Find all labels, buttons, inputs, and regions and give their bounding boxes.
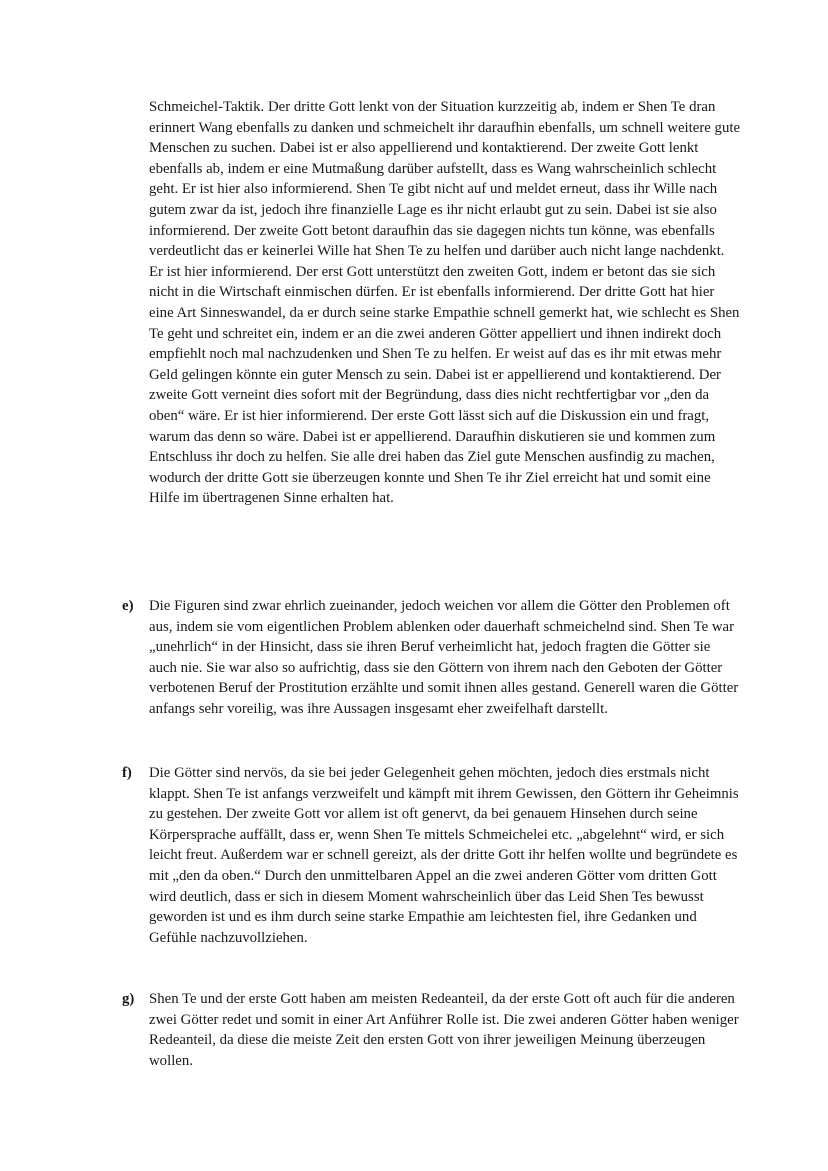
item-label: g) [122, 991, 135, 1007]
continuation-paragraph: Schmeichel-Taktik. Der dritte Gott lenkt von der Situation kurzzeitig ab, indem er Shen Te dran erinnert Wang ebenfalls zu danken und schmeichelt ihr daraufhin ebenfalls, um schnell weitere gute Menschen zu suchen. Dabei ist er also appellierend und kontaktierend. Der zweite Gott lenkt ebenfalls ab, indem er eine Mutmaßung darüber aufstellt, dass es Wang wahrscheinlich schlecht geht. Er ist hier also informierend. Shen Te gibt nicht auf und meldet erneut, dass ihr Wille nach gutem zwar da ist, jedoch ihre finanzielle Lage es ihr nicht erlaubt gut zu sein. Dabei ist sie also informierend. Der zweite Gott betont daraufhin das sie dagegen nichts tun könne, was ebenfalls verdeutlicht das er keinerlei Wille hat Shen Te zu helfen und darüber auch nicht lange nachdenkt. Er ist hier informierend. Der erst Gott unterstützt den zweiten Gott, indem er betont das sie sich nicht in die Wirtschaft einmischen dürfen. Er ist ebenfalls informierend. Der dritte Gott hat hier eine Art Sinneswandel, da er durch seine starke Empathie schnell gemerkt hat, wie schlecht es Shen Te geht und schreitet ein, indem er an die zwei anderen Götter appelliert und ihnen indirekt doch empfiehlt noch mal nachzudenken und Shen Te zu helfen. Er weist auf das es ihr mit etwas mehr Geld gelingen könnte ein guter Mensch zu sein. Dabei ist er appellierend und kontaktierend. Der zweite Gott verneint dies sofort mit der Begründung, dass dies nicht rechtfertigbar vor „den da oben“ wäre. Er ist hier informierend. Der erste Gott lässt sich auf die Diskussion ein und fragt, warum das denn so wäre. Dabei ist er appellierend. Daraufhin diskutieren sie und kommen zum Entschluss ihr doch zu helfen. Sie alle drei haben das Ziel gute Menschen ausfindig zu machen, wodurch der dritte Gott sie überzeugen konnte und Shen Te ihr Ziel erreicht hat und somit eine Hilfe im übertragenen Sinne erhalten hat. [149, 99, 741, 507]
item-label: f) [122, 765, 132, 781]
item-text: Shen Te und der erste Gott haben am meisten Redeanteil, da der erste Gott oft auch für die anderen zwei Götter redet und somit in einer Art Anführer Rolle ist. Die zwei anderen Götter haben weniger Redeanteil, da diese die meiste Zeit den ersten Gott von ihrer jeweiligen Meinung überzeugen wollen. [149, 991, 739, 1069]
answer-item-g [122, 989, 742, 1071]
answer-item-f [122, 763, 742, 948]
answer-item-e [122, 596, 742, 720]
item-label: e) [122, 598, 134, 614]
item-text: Die Götter sind nervös, da sie bei jeder Gelegenheit gehen möchten, jedoch dies erstmals nicht klappt. Shen Te ist anfangs verzweifelt und kämpft mit ihrem Gewissen, den Göttern ihr Geheimnis zu gestehen. Der zweite Gott vor allem ist oft genervt, da bei genauem Hinsehen durch seine Körpersprache auffällt, dass er, wenn Shen Te mittels Schmeichelei etc. „abgelehnt“ wird, er sich leicht freut. Außerdem war er schnell gereizt, als der dritte Gott ihr helfen wollte und begründete es mit „den da oben.“ Durch den unmittelbaren Appel an die zwei anderen Götter vom dritten Gott wird deutlich, dass er sich in diesem Moment wahrscheinlich über das Leid Shen Tes bewusst geworden ist und es ihm durch seine starke Empathie am leichtesten fiel, ihre Gedanken und Gefühle nachzuvollziehen. [149, 765, 739, 946]
item-text: Die Figuren sind zwar ehrlich zueinander, jedoch weichen vor allem die Götter den Problemen oft aus, indem sie vom eigentlichen Problem ablenken oder dauerhaft schmeichelnd sind. Shen Te war „unehrlich“ in der Hinsicht, dass sie ihren Beruf verheimlicht hat, jedoch fragten die Götter sie auch nie. Sie war also so aufrichtig, dass sie den Göttern von ihrem nach den Geboten der Götter verbotenen Beruf der Prostitution erzählte und somit ihnen alles gestand. Generell waren die Götter anfangs sehr voreilig, was ihre Aussagen insgesamt eher zweifelhaft darstellt. [149, 598, 739, 717]
